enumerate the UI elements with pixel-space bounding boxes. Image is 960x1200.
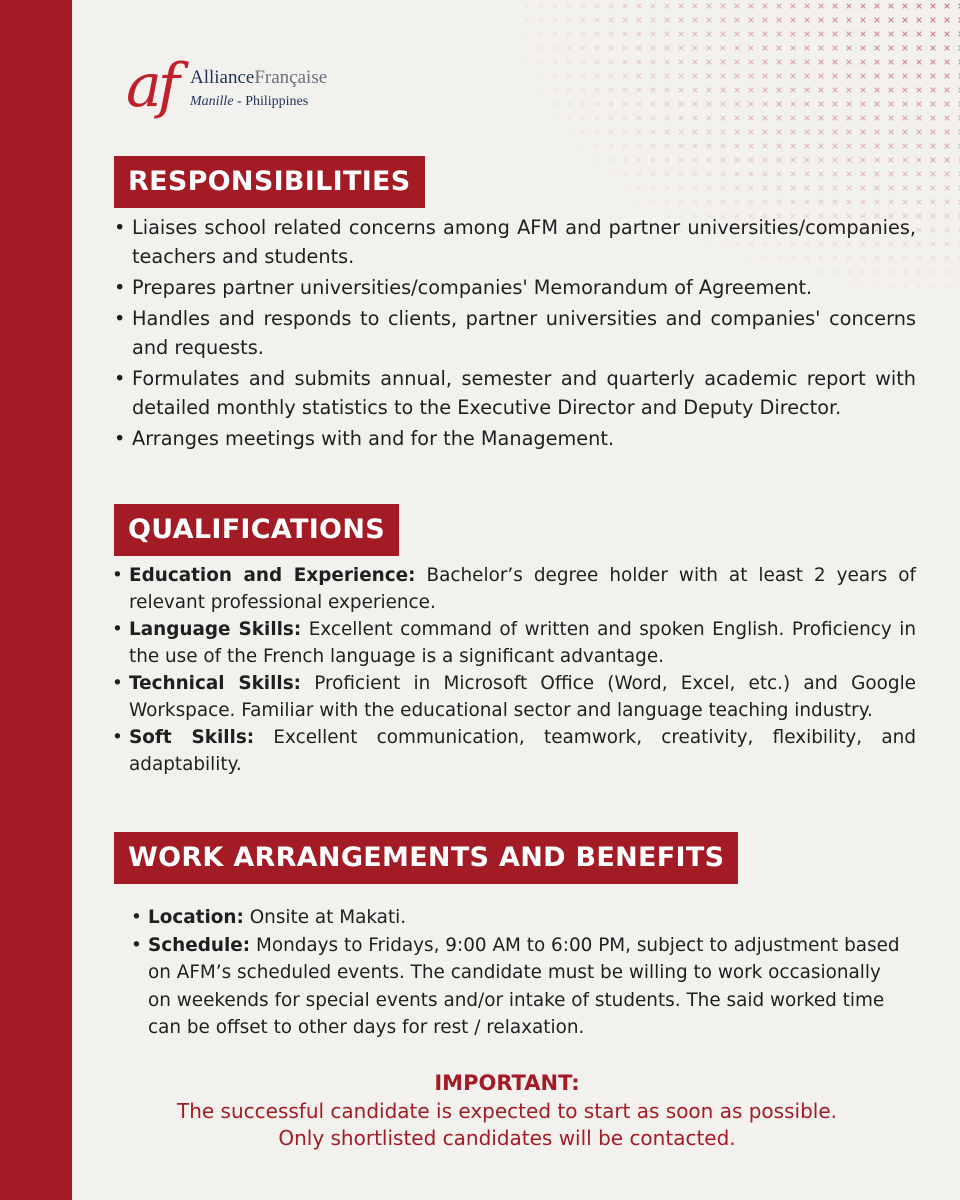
logo-city: Manille <box>189 94 234 109</box>
logo-name <box>190 68 327 88</box>
list-item: • Formulates and submits annual, semester and quarterly academic report with detailed monthly statistics to the Executive Director and Deputy Director. <box>132 364 916 422</box>
important-notice <box>72 1068 942 1152</box>
item-text: Excellent communication, teamwork, creativity, flexibility, and adaptability. <box>129 727 916 775</box>
important-title: IMPORTANT: <box>434 1071 580 1095</box>
logo-sep: - <box>233 94 246 109</box>
logo-name-part1: Alliance <box>189 67 255 88</box>
list-item <box>129 724 916 778</box>
left-accent-bar <box>0 0 72 1200</box>
important-line-2: Only shortlisted candidates will be contacted. <box>278 1126 736 1150</box>
logo-mark: af <box>126 51 176 121</box>
logo-country: Philippines <box>245 94 309 109</box>
list-item: • Handles and responds to clients, partner universities and companies' concerns and requests. <box>132 304 916 362</box>
item-label: Schedule: <box>148 934 251 956</box>
list-item: • Liaises school related concerns among AFM and partner universities/companies, teachers and students. <box>132 213 916 271</box>
work-arrangements-list <box>148 904 908 1042</box>
item-text: Proficient in Microsoft Office (Word, Excel, etc.) and Google Workspace. Familiar with the educational sector and language teaching industry. <box>129 673 916 721</box>
logo-text <box>190 68 327 112</box>
item-label: Soft Skills: <box>129 727 255 748</box>
item-text: Onsite at Makati. <box>243 907 407 928</box>
list-item <box>129 670 916 724</box>
list-item <box>129 562 916 616</box>
item-text: Mondays to Fridays, 9:00 AM to 6:00 PM, subject to adjustment based on AFM’s scheduled events. The candidate must be willing to work occasionally on weekends for special events and/or intake of students. The said worked time can be offset to other days for rest / relaxation. <box>148 934 900 1038</box>
list-item: • Arranges meetings with and for the Management. <box>132 424 916 453</box>
alliance-francaise-logo <box>126 50 327 130</box>
logo-name-part2: Française <box>254 67 328 88</box>
responsibilities-heading: RESPONSIBILITIES <box>114 156 425 208</box>
list-item <box>148 932 908 1042</box>
item-label: Education and Experience: <box>129 565 416 586</box>
qualifications-list <box>129 562 916 778</box>
qualifications-heading: QUALIFICATIONS <box>114 504 399 556</box>
important-line-1: The successful candidate is expected to start as soon as possible. <box>177 1099 837 1123</box>
item-text: Excellent command of written and spoken English. Proficiency in the use of the French language is a significant advantage. <box>129 619 916 667</box>
list-item <box>148 904 908 932</box>
logo-location <box>190 92 327 112</box>
item-text: Bachelor’s degree holder with at least 2 years of relevant professional experience. <box>129 565 916 613</box>
list-item: • Prepares partner universities/companies' Memorandum of Agreement. <box>132 273 916 302</box>
item-label: Language Skills: <box>129 619 302 640</box>
work-arrangements-heading: WORK ARRANGEMENTS AND BENEFITS <box>114 832 738 884</box>
list-item <box>129 616 916 670</box>
item-label: Location: <box>148 907 244 928</box>
responsibilities-list <box>132 213 916 455</box>
item-label: Technical Skills: <box>129 673 302 694</box>
